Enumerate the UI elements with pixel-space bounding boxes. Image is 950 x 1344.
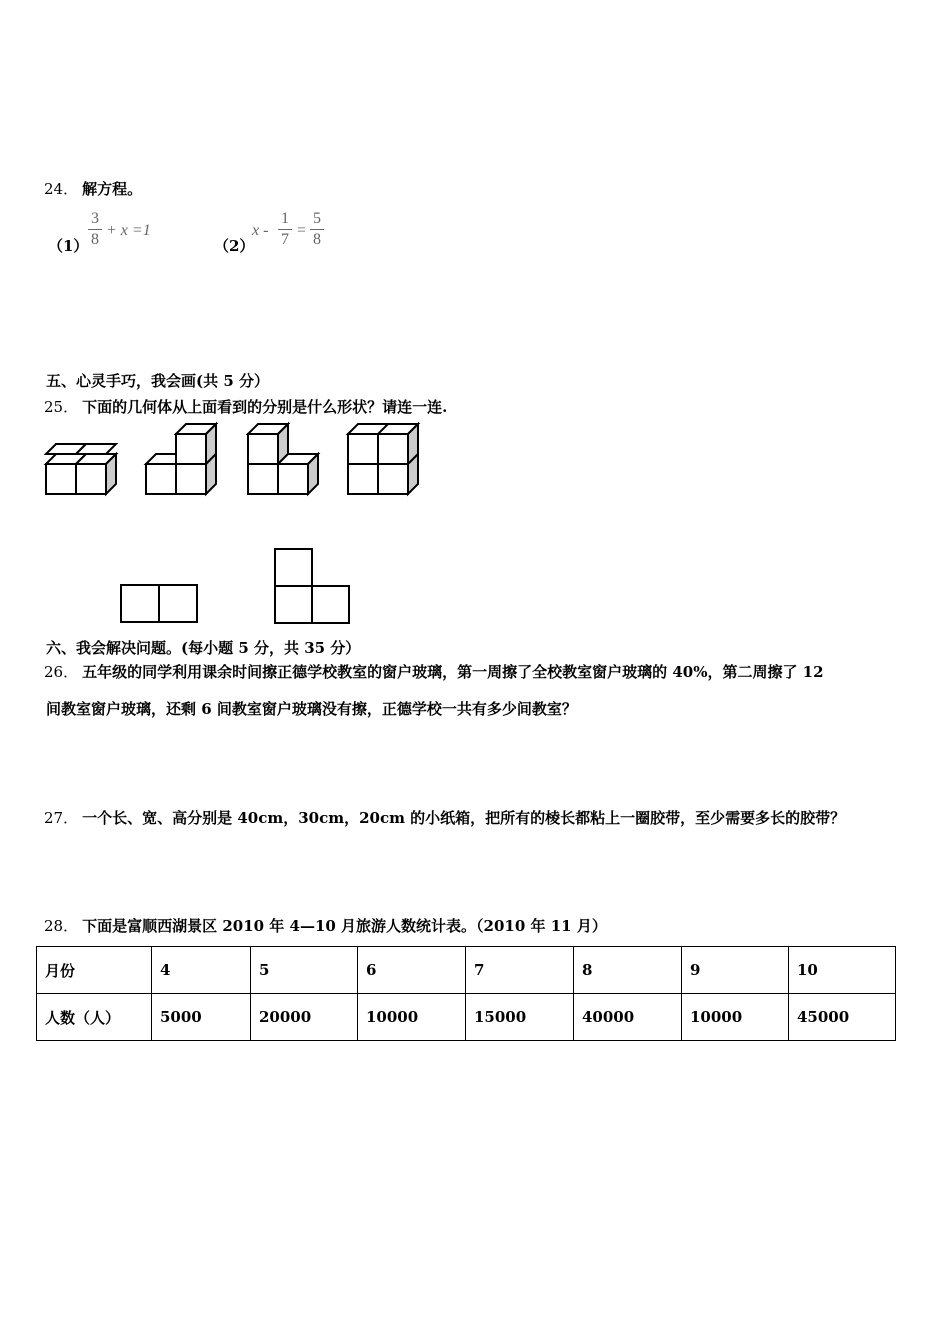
table-cell: 7 <box>466 947 574 994</box>
q26-text-line2: 间教室窗户玻璃，还剩 6 间教室窗户玻璃没有擦，正德学校一共有多少间教室？ <box>46 700 577 718</box>
q24-part2-fraction2 <box>310 210 324 249</box>
table-cell: 10 <box>789 947 896 994</box>
q24-part1-rest: + x =1 <box>106 222 151 239</box>
q26-number: 26． <box>44 663 79 681</box>
cube-figure-1 <box>40 420 130 500</box>
table-cell: 5000 <box>152 994 251 1041</box>
table-cell: 4 <box>152 947 251 994</box>
q25-number: 25． <box>44 398 79 416</box>
q24-title: 解方程。 <box>82 180 143 198</box>
q26-text-line1: 五年级的同学利用课余时间擦正德学校教室的窗户玻璃，第一周擦了全校教室窗户玻璃的 40%，第二周擦了 12 <box>82 663 824 681</box>
table-cell: 5 <box>251 947 358 994</box>
fraction-denominator: 7 <box>281 231 289 248</box>
table-cell: 15000 <box>466 994 574 1041</box>
q28-text: 下面是富顺西湖景区 2010 年 4—10 月旅游人数统计表。（2010 年 11 月） <box>82 917 607 935</box>
section5-title: 五、心灵手巧，我会画(共 5 分） <box>46 372 269 390</box>
fraction-denominator: 8 <box>313 231 321 248</box>
fraction-numerator: 1 <box>281 210 289 227</box>
q27-line <box>44 807 845 828</box>
q24-part1-label: （1） <box>48 237 89 255</box>
cube-figure-4 <box>342 420 432 500</box>
q28-line <box>44 915 607 936</box>
table-cell: 人数（人） <box>37 994 152 1041</box>
top-view-shape-2 <box>272 546 354 626</box>
section6-title: 六、我会解决问题。(每小题 5 分，共 35 分） <box>46 639 361 657</box>
q24-part1-fraction <box>88 210 102 249</box>
table-cell: 10000 <box>682 994 789 1041</box>
table-cell: 8 <box>574 947 682 994</box>
q25-heading <box>44 396 447 417</box>
q24-part2-equals: = <box>297 222 307 239</box>
q24-part2-fraction1 <box>278 210 292 249</box>
q24-part2-lead: x - <box>252 222 269 239</box>
cube-figure-3 <box>242 420 332 500</box>
fraction-numerator: 3 <box>91 210 99 227</box>
q24-number: 24． <box>44 180 79 198</box>
q26-line1 <box>44 661 824 682</box>
q24-heading <box>44 178 142 199</box>
q24-part2-label: （2） <box>214 237 255 255</box>
table-row <box>37 994 896 1041</box>
fraction-numerator: 5 <box>313 210 321 227</box>
q25-text: 下面的几何体从上面看到的分别是什么形状？请连一连. <box>82 398 448 416</box>
table-cell: 45000 <box>789 994 896 1041</box>
table-cell: 6 <box>358 947 466 994</box>
table-cell: 40000 <box>574 994 682 1041</box>
q27-number: 27． <box>44 809 79 827</box>
top-view-shape-1 <box>118 582 200 626</box>
cube-figure-2 <box>140 420 230 500</box>
table-cell: 9 <box>682 947 789 994</box>
fraction-denominator: 8 <box>91 231 99 248</box>
q27-text: 一个长、宽、高分别是 40cm，30cm，20cm 的小纸箱，把所有的棱长都粘上一圈胶带，至少需要多长的胶带？ <box>82 809 846 827</box>
tourism-stats-table <box>36 946 896 1041</box>
table-header-row <box>37 947 896 994</box>
q28-number: 28． <box>44 917 79 935</box>
table-cell: 月份 <box>37 947 152 994</box>
table-cell: 10000 <box>358 994 466 1041</box>
table-cell: 20000 <box>251 994 358 1041</box>
